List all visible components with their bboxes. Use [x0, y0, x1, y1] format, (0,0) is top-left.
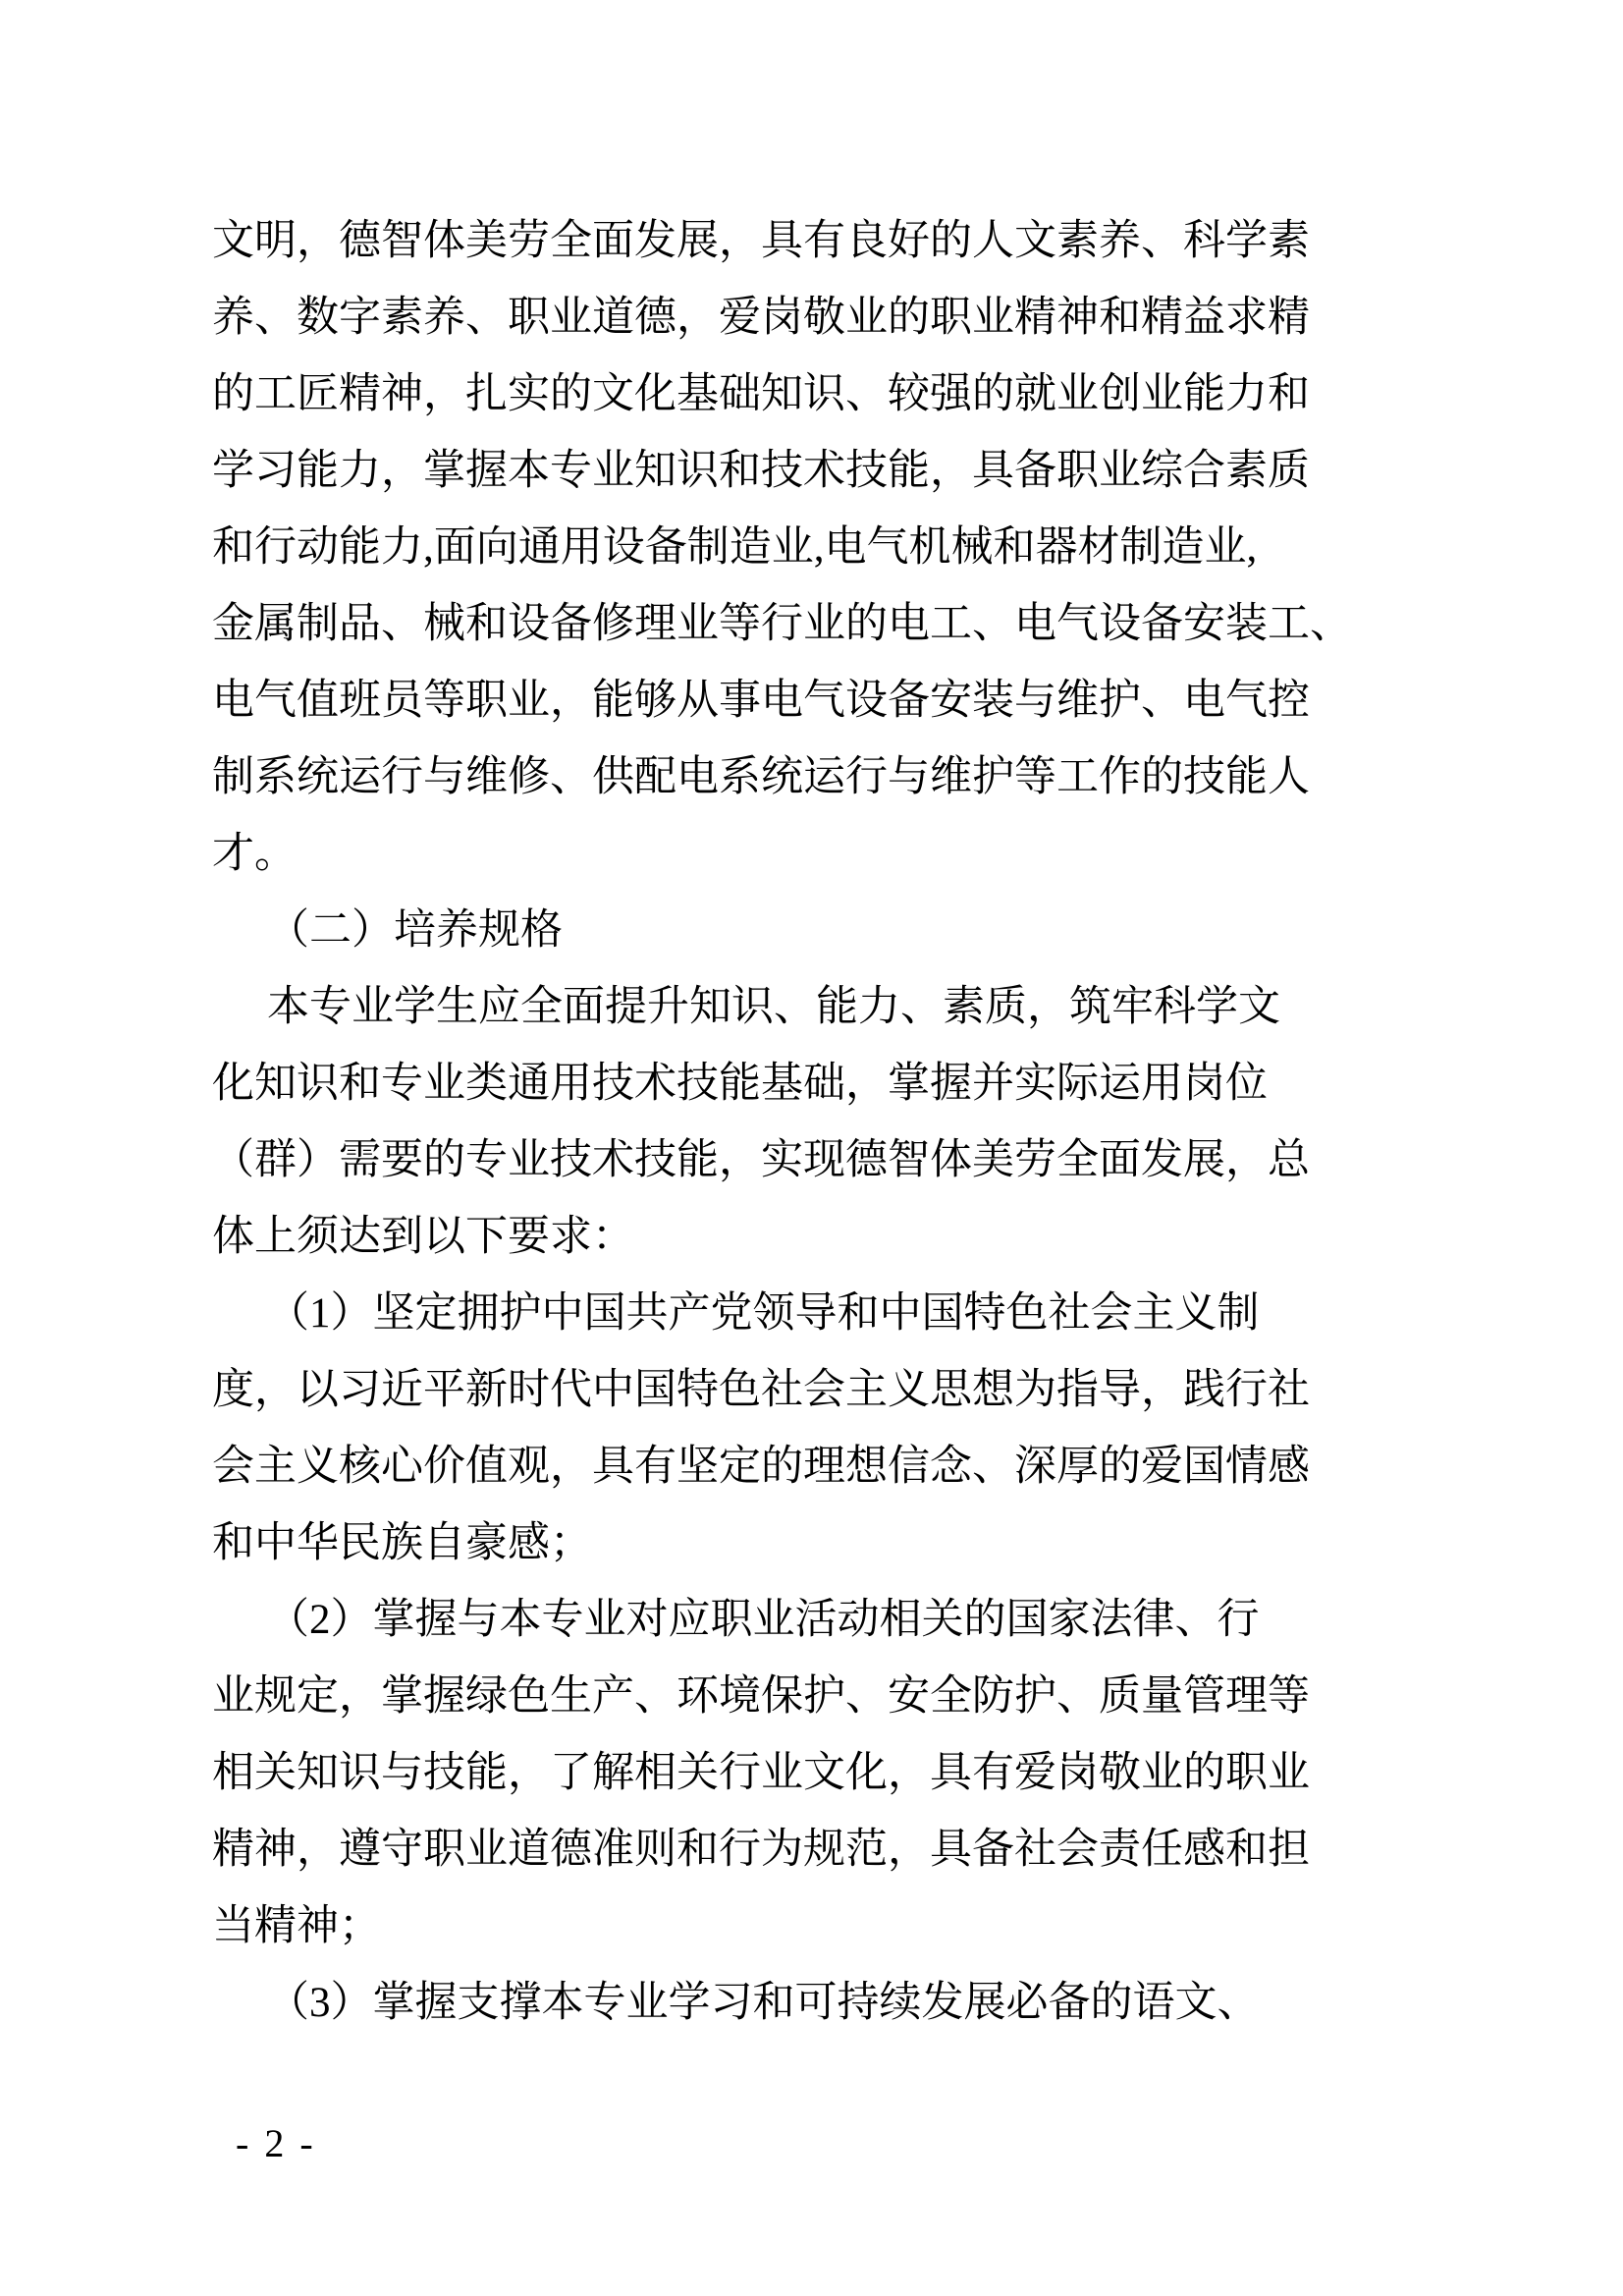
section-heading: （二）培养规格: [267, 907, 563, 954]
text-line: 学习能力，掌握本专业知识和技术技能，具备职业综合素质: [212, 448, 1310, 494]
text-line: （1）坚定拥护中国共产党领导和中国特色社会主义制: [267, 1290, 1260, 1337]
text-line: 才。: [212, 831, 297, 877]
text-line: 化知识和专业类通用技术技能基础，掌握并实际运用岗位: [212, 1061, 1268, 1107]
text-line: 金属制品、械和设备修理业等行业的电工、电气设备安装工、: [212, 601, 1352, 647]
text-line: 电气值班员等职业，能够从事电气设备安装与维护、电气控: [212, 678, 1310, 724]
text-line: 相关知识与技能，了解相关行业文化，具有爱岗敬业的职业: [212, 1750, 1310, 1796]
text-line: 本专业学生应全面提升知识、能力、素质，筑牢科学文: [267, 984, 1280, 1030]
text-line: （2）掌握与本专业对应职业活动相关的国家法律、行: [267, 1597, 1260, 1643]
text-line: 制系统运行与维修、供配电系统运行与维护等工作的技能人: [212, 754, 1310, 800]
text-line: 度，以习近平新时代中国特色社会主义思想为指导，践行社: [212, 1367, 1310, 1413]
text-line: 体上须达到以下要求：: [212, 1214, 634, 1260]
text-line: 业规定，掌握绿色生产、环境保护、安全防护、质量管理等: [212, 1673, 1310, 1720]
text-line: （群）需要的专业技术技能，实现德智体美劳全面发展，总: [212, 1137, 1310, 1183]
text-line: 的工匠精神，扎实的文化基础知识、较强的就业创业能力和: [212, 371, 1310, 417]
text-line: 精神，遵守职业道德准则和行为规范，具备社会责任感和担: [212, 1827, 1310, 1873]
text-line: 文明，德智体美劳全面发展，具有良好的人文素养、科学素: [212, 218, 1310, 264]
text-line: 养、数字素养、职业道德，爱岗敬业的职业精神和精益求精: [212, 295, 1310, 341]
document-body: [212, 203, 1352, 2042]
text-line: 和中华民族自豪感；: [212, 1520, 592, 1566]
text-line: 当精神；: [212, 1903, 381, 1949]
text-line: 和行动能力,面向通用设备制造业,电气机械和器材制造业,: [212, 524, 1258, 571]
page-number: - 2 -: [236, 2121, 316, 2165]
text-line: 会主义核心价值观，具有坚定的理想信念、深厚的爱国情感: [212, 1444, 1310, 1490]
text-line: （3）掌握支撑本专业学习和可持续发展必备的语文、: [267, 1980, 1260, 2026]
